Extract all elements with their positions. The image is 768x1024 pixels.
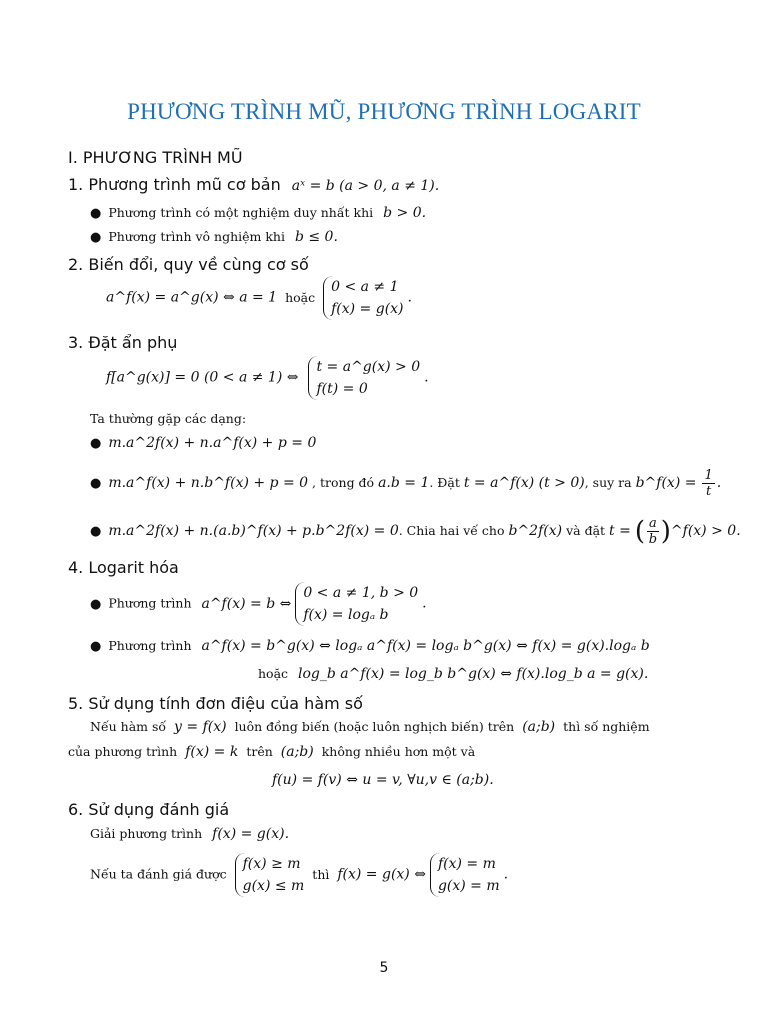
bullet-text: Phương trình bbox=[108, 638, 192, 653]
line-text: Giải phương trình bbox=[90, 826, 203, 841]
line-math: f(x) = g(x). bbox=[212, 826, 290, 842]
line-end: . bbox=[503, 866, 509, 883]
line-text: thì số nghiệm bbox=[563, 719, 650, 734]
line-math: f(x) = g(x) ⇔ bbox=[337, 866, 426, 883]
line-math: y = f(x) bbox=[174, 719, 227, 735]
line-text: thì bbox=[312, 866, 330, 882]
system-row: f(x) ≥ m bbox=[242, 856, 301, 872]
section-1 bbox=[68, 175, 439, 196]
fraction-numerator: 1 bbox=[704, 468, 713, 483]
formula-end: . bbox=[407, 289, 412, 306]
bullet-icon: ● bbox=[90, 639, 102, 654]
bullet-math: a^f(x) = b ⇔ bbox=[201, 595, 292, 612]
section-2-heading: 2. Biến đổi, quy về cùng cơ số bbox=[68, 255, 309, 274]
page-title: PHƯƠNG TRÌNH MŨ, PHƯƠNG TRÌNH LOGARIT bbox=[127, 99, 641, 124]
system-row: f(x) = logₐ b bbox=[303, 607, 389, 623]
bullet-end: . bbox=[422, 595, 427, 612]
form-math: b^f(x) = bbox=[635, 475, 697, 491]
line-text: luôn đồng biến (hoặc luôn nghịch biến) trên bbox=[234, 719, 515, 734]
form-end: . bbox=[736, 523, 741, 539]
form-math: m.a^2f(x) + n.(a.b)^f(x) + p.b^2f(x) = 0 bbox=[108, 523, 399, 539]
line-math: f(u) = f(v) ⇔ u = v, ∀u,v ∈ (a;b). bbox=[272, 772, 494, 788]
fraction-denominator: b bbox=[648, 532, 658, 547]
bullet-icon: ● bbox=[90, 476, 102, 491]
form-math: m.a^2f(x) + n.a^f(x) + p = 0 bbox=[108, 435, 317, 451]
line-text: Nếu hàm số bbox=[90, 719, 167, 734]
section-3-intro: Ta thường gặp các dạng: bbox=[90, 411, 247, 426]
section-1-bullet-2 bbox=[90, 228, 338, 247]
section-4-line-3 bbox=[258, 665, 648, 683]
section-5-line-3 bbox=[272, 771, 494, 789]
bullet-text: Phương trình vô nghiệm khi bbox=[108, 229, 285, 244]
section-6-line-1 bbox=[90, 825, 289, 843]
section-3-form-1 bbox=[90, 434, 316, 453]
form-math: a.b = 1 bbox=[378, 475, 430, 491]
line-text: của phương trình bbox=[68, 744, 178, 759]
section-4-heading: 4. Logarit hóa bbox=[68, 558, 179, 577]
section-5-line-1 bbox=[90, 718, 650, 736]
equation-system bbox=[235, 853, 305, 897]
section-3-heading: 3. Đặt ẩn phụ bbox=[68, 333, 178, 352]
section-4-bullet-1 bbox=[90, 582, 427, 626]
part-heading: I. PHƯƠNG TRÌNH MŨ bbox=[68, 148, 243, 167]
section-6-heading: 6. Sử dụng đánh giá bbox=[68, 800, 230, 819]
bullet-math: b > 0. bbox=[383, 205, 427, 221]
fraction bbox=[702, 468, 714, 499]
section-6-line-2 bbox=[90, 853, 508, 897]
system-row: f(t) = 0 bbox=[316, 381, 368, 397]
line-text: Nếu ta đánh giá được bbox=[90, 866, 227, 882]
section-1-bullet-1 bbox=[90, 204, 426, 223]
section-2-formula bbox=[106, 276, 412, 320]
bullet-icon: ● bbox=[90, 436, 102, 451]
section-4-bullet-2 bbox=[90, 637, 650, 656]
form-text: . Đặt bbox=[429, 475, 460, 490]
bullet-icon: ● bbox=[90, 524, 102, 539]
equation-system bbox=[323, 276, 403, 320]
bullet-math: a^f(x) = b^g(x) ⇔ logₐ a^f(x) = logₐ b^g(x) ⇔ f(x) = g(x).logₐ b bbox=[201, 638, 650, 654]
system-row: g(x) = m bbox=[437, 878, 500, 894]
form-text: . Chia hai vế cho bbox=[398, 523, 505, 538]
system-row: t = a^g(x) > 0 bbox=[316, 359, 421, 375]
bullet-math: b ≤ 0. bbox=[294, 229, 338, 245]
fraction-denominator: t bbox=[705, 484, 712, 499]
system-row: f(x) = g(x) bbox=[331, 301, 404, 317]
section-5-heading: 5. Sử dụng tính đơn điệu của hàm số bbox=[68, 694, 363, 713]
section-1-heading: 1. Phương trình mũ cơ bản bbox=[68, 175, 281, 194]
equation-system bbox=[430, 853, 500, 897]
section-3-form-3: ● m.a^2f(x) + n.(a.b)^f(x) + p.b^2f(x) = 0. Chia hai vế cho b^2f(x) và đặt t = ( $\frac{a}{b}$ )^f(x) > 0. bbox=[90, 516, 741, 547]
bullet-text: Phương trình bbox=[108, 595, 192, 611]
section-1-formula: aˣ = b (a > 0, a ≠ 1). bbox=[291, 178, 440, 194]
line-text: không nhiều hơn một và bbox=[321, 744, 476, 759]
form-end: . bbox=[716, 475, 722, 491]
line-math: (a;b) bbox=[280, 744, 314, 760]
form-text: , suy ra bbox=[584, 475, 632, 490]
formula-lhs: f[a^g(x)] = 0 (0 < a ≠ 1) ⇔ bbox=[106, 369, 299, 386]
line-math: (a;b) bbox=[522, 719, 556, 735]
line-math: log_b a^f(x) = log_b b^g(x) ⇔ f(x).log_b a = g(x). bbox=[298, 666, 649, 682]
fraction-numerator: a bbox=[648, 516, 657, 531]
section-5-line-2 bbox=[68, 743, 475, 761]
form-math: t = bbox=[609, 523, 631, 539]
form-text: , trong đó bbox=[312, 475, 375, 490]
form-math: b^2f(x) bbox=[508, 523, 563, 539]
system-row: 0 < a ≠ 1, b > 0 bbox=[303, 585, 419, 601]
form-math: m.a^f(x) + n.b^f(x) + p = 0 bbox=[108, 475, 309, 491]
bullet-icon: ● bbox=[90, 206, 102, 221]
bullet-icon: ● bbox=[90, 596, 102, 612]
line-text: hoặc bbox=[258, 666, 289, 681]
form-text: và đặt bbox=[566, 523, 606, 538]
bullet-text: Phương trình có một nghiệm duy nhất khi bbox=[108, 205, 374, 220]
equation-system bbox=[308, 356, 420, 400]
line-text: trên bbox=[246, 744, 273, 759]
form-math: ^f(x) > 0 bbox=[670, 523, 737, 539]
bullet-icon: ● bbox=[90, 230, 102, 245]
section-3-formula bbox=[106, 356, 429, 400]
system-row: f(x) = m bbox=[437, 856, 496, 872]
system-row: 0 < a ≠ 1 bbox=[331, 279, 399, 295]
line-math: f(x) = k bbox=[185, 744, 239, 760]
formula-or: hoặc bbox=[285, 289, 316, 305]
system-row: g(x) ≤ m bbox=[242, 878, 305, 894]
page-number: 5 bbox=[379, 960, 389, 976]
formula-end: . bbox=[424, 369, 429, 386]
equation-system bbox=[295, 582, 418, 626]
form-math: t = a^f(x) (t > 0) bbox=[463, 475, 585, 491]
section-3-form-2 bbox=[90, 468, 721, 499]
formula-lhs: a^f(x) = a^g(x) ⇔ a = 1 bbox=[106, 289, 278, 306]
fraction bbox=[647, 516, 659, 547]
